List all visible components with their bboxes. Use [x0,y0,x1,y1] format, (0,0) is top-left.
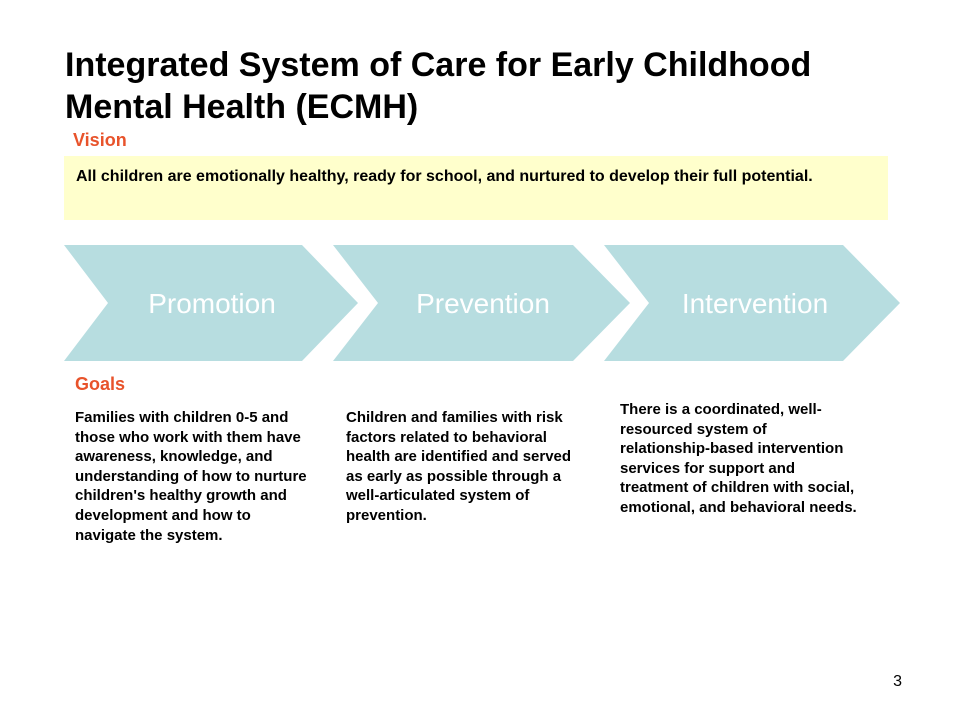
chevron-promotion [64,245,358,361]
vision-statement: All children are emotionally healthy, ready for school, and nurtured to develop their full potential. [64,156,888,220]
goal-prevention: Children and families with risk factors related to behavioral health are identified and served as early as possible through a well-articulated system of prevention. [346,409,572,524]
goal-promotion: Families with children 0-5 and those who work with them have awareness, knowledge, and understanding of how to nurture children's healthy growth and development and how to navigate the system. [75,409,307,544]
vision-label: Vision [73,130,127,150]
page-number: 3 [893,673,902,690]
page-title: Integrated System of Care for Early Childhood Mental Health (ECMH) [65,46,812,126]
chevron-intervention [604,245,900,361]
stage-label-prevention: Prevention [416,288,550,319]
goals-label: Goals [75,374,126,394]
chevron-prevention [333,245,630,361]
stage-label-intervention: Intervention [681,288,829,319]
goal-intervention: There is a coordinated, well-resourced system of relationship-based intervention services for support and treatment of children with social, emotional, and behavioral needs. [620,401,857,516]
stage-label-promotion: Promotion [148,288,276,319]
